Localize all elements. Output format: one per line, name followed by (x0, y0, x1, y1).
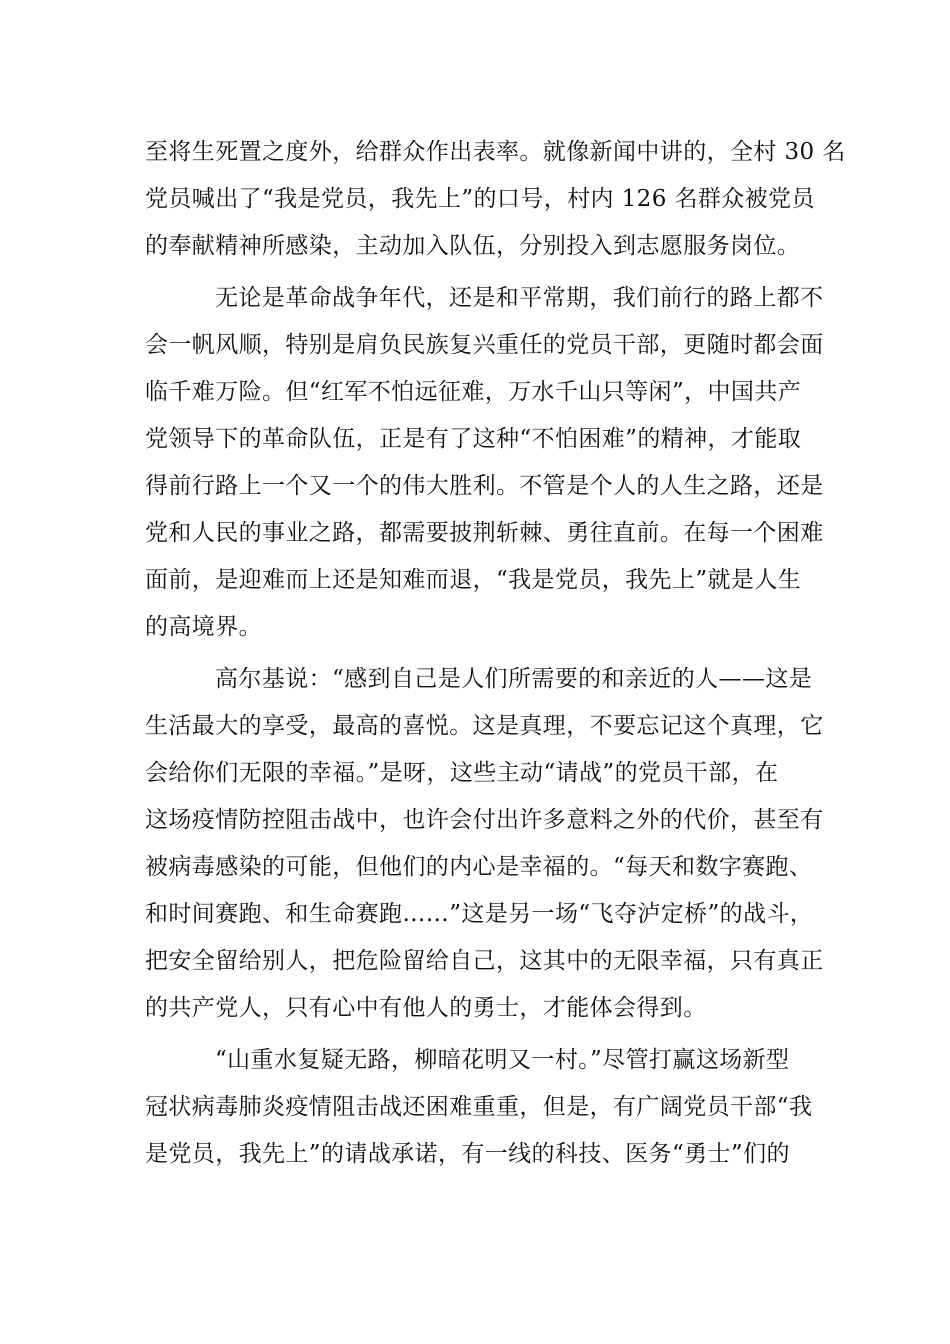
text-line: 会一帆风顺，特别是肩负民族复兴重任的党员干部，更随时都会面 (145, 332, 824, 358)
text-line: 党和人民的事业之路，都需要披荆斩棘、勇往直前。在每一个困难 (145, 520, 824, 546)
text-line: 党员喊出了“我是党员，我先上”的口号，村内 126 名群众被党员 (145, 186, 815, 212)
text-line: 是党员，我先上”的请战承诺，有一线的科技、医务“勇士”们的 (145, 1141, 790, 1167)
text-line: 会给你们无限的幸福。”是呀，这些主动“请战”的党员干部，在 (145, 760, 779, 786)
text-line: 至将生死置之度外，给群众作出表率。就像新闻中讲的，全村 30 名 (145, 139, 846, 165)
text-line: “山重水复疑无路，柳暗花明又一村。”尽管打赢这场新型 (215, 1047, 790, 1073)
text-line: 被病毒感染的可能，但他们的内心是幸福的。“每天和数字赛跑、 (145, 854, 813, 880)
text-line: 把安全留给别人，把危险留给自己，这其中的无限幸福，只有真正 (145, 948, 824, 974)
text-line: 得前行路上一个又一个的伟大胜利。不管是个人的人生之路，还是 (145, 473, 824, 499)
text-line: 的奉献精神所感染，主动加入队伍，分别投入到志愿服务岗位。 (145, 233, 801, 259)
text-line: 的高境界。 (145, 614, 262, 640)
text-line: 生活最大的享受，最高的喜悦。这是真理，不要忘记这个真理，它 (145, 713, 824, 739)
text-line: 和时间赛跑、和生命赛跑……”这是另一场“飞夺泸定桥”的战斗， (145, 901, 814, 927)
text-line: 这场疫情防控阻击战中，也许会付出许多意料之外的代价，甚至有 (145, 807, 824, 833)
text-line: 高尔基说：“感到自己是人们所需要的和亲近的人——这是 (215, 666, 813, 692)
text-line: 临千难万险。但“红军不怕远征难，万水千山只等闲”，中国共产 (145, 379, 802, 405)
text-line: 冠状病毒肺炎疫情阻击战还困难重重，但是，有广阔党员干部“我 (145, 1094, 813, 1120)
text-line: 面前，是迎难而上还是知难而退，“我是党员，我先上”就是人生 (145, 567, 802, 593)
text-line: 的共产党人，只有心中有他人的勇士，才能体会得到。 (145, 995, 707, 1021)
text-line: 党领导下的革命队伍，正是有了这种“不怕困难”的精神，才能取 (145, 426, 802, 452)
text-line: 无论是革命战争年代，还是和平常期，我们前行的路上都不 (215, 285, 824, 311)
